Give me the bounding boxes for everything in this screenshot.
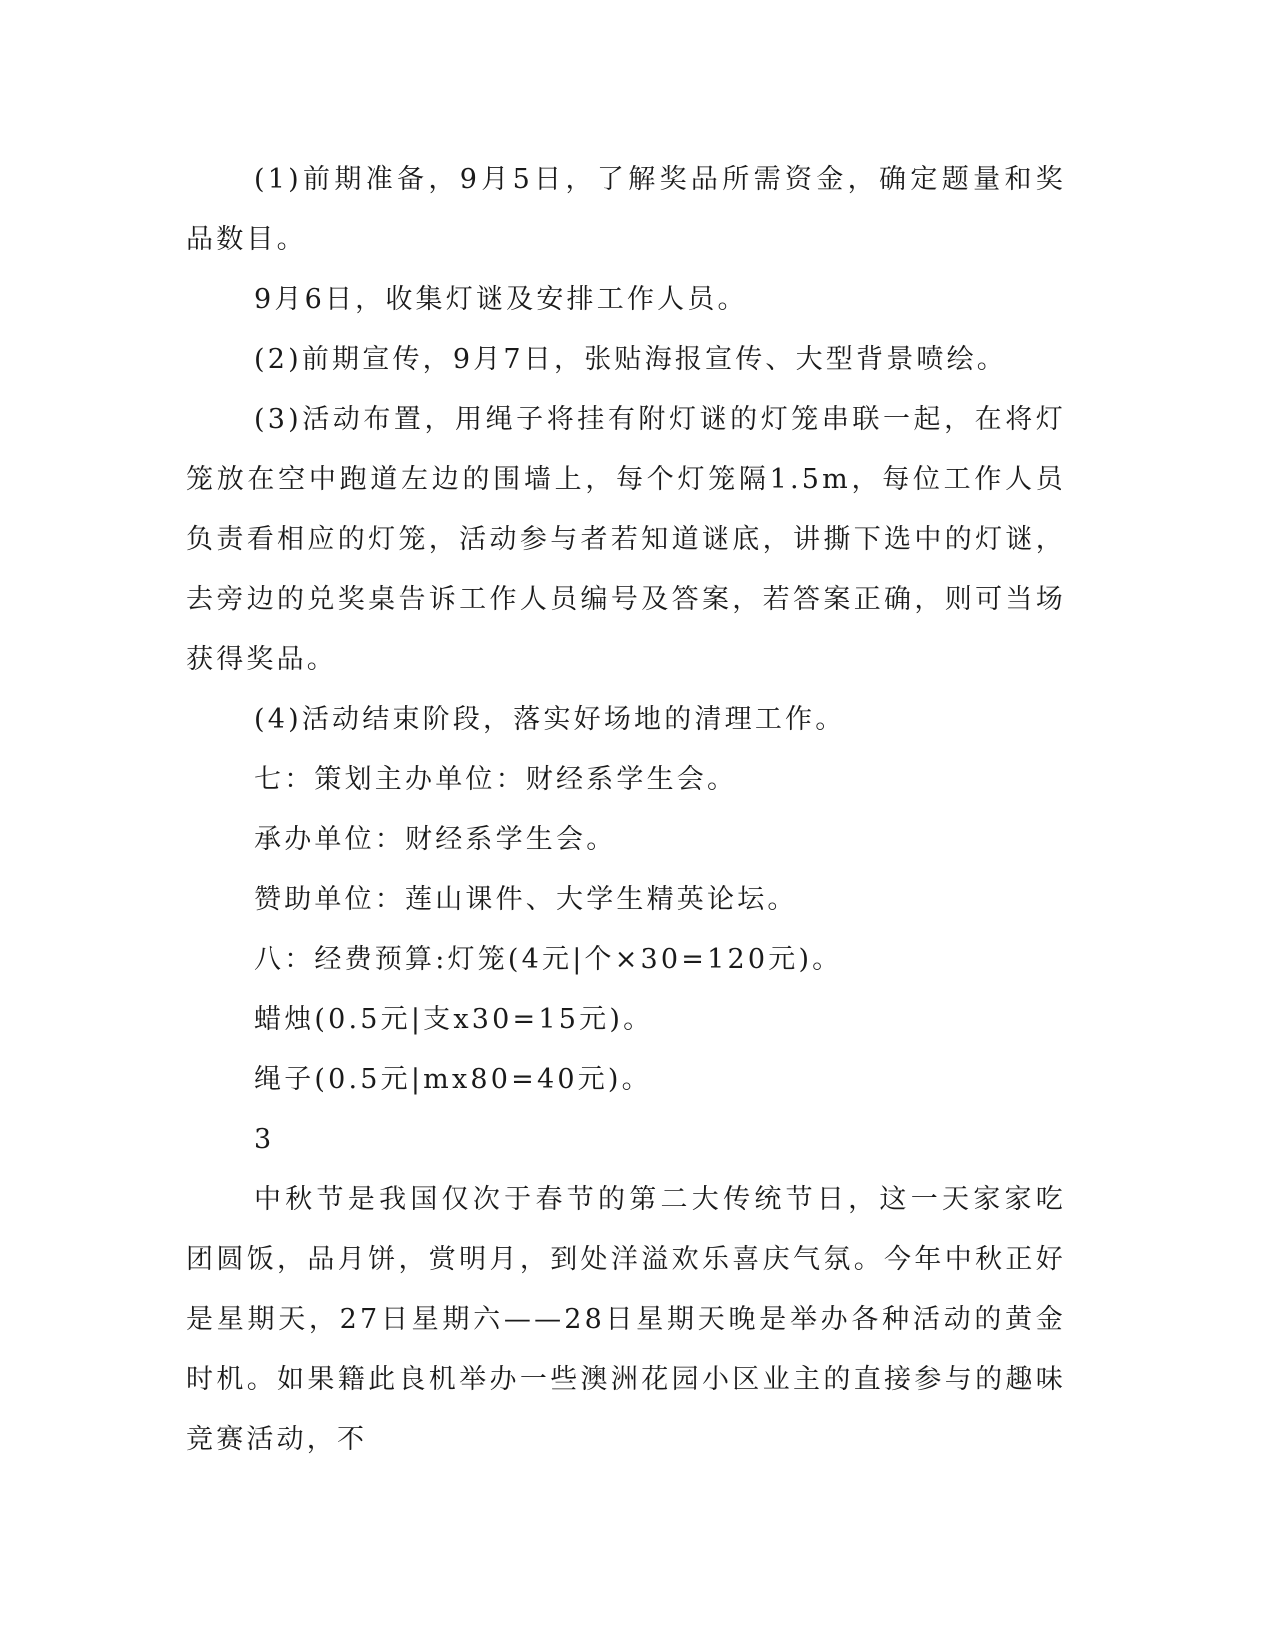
paragraph-budget-lanterns: 八：经费预算:灯笼(4元|个×30=120元)。 [254, 944, 843, 975]
paragraph-budget-candles: 蜡烛(0.5元|支x30=15元)。 [254, 1004, 654, 1035]
document-page [186, 150, 1066, 1470]
paragraph-mid-autumn: 中秋节是我国仅次于春节的第二大传统节日，这一天家家吃团圆饭，品月饼，赏明月，到处洋溢欢乐喜庆气氛。今年中秋正好是星期天，27日星期六——28日星期天晚是举办各种活动的黄金时机。如果籍此良机举办一些澳洲花园小区业主的直接参与的趣味竞赛活动，不 [186, 1184, 1066, 1455]
paragraph-budget-rope: 绳子(0.5元|mx80=40元)。 [254, 1064, 652, 1095]
paragraph-cleanup: (4)活动结束阶段，落实好场地的清理工作。 [254, 704, 846, 735]
paragraph-layout: (3)活动布置，用绳子将挂有附灯谜的灯笼串联一起，在将灯笼放在空中跑道左边的围墙上，每个灯笼隔1.5m，每位工作人员负责看相应的灯笼，活动参与者若知道谜底，讲撕下选中的灯谜，去旁边的兑奖桌告诉工作人员编号及答案，若答案正确，则可当场获得奖品。 [186, 404, 1066, 675]
paragraph-host: 承办单位：财经系学生会。 [254, 824, 617, 855]
paragraph-organizer: 七：策划主办单位：财经系学生会。 [254, 764, 738, 795]
paragraph-collect-riddles: 9月6日，收集灯谜及安排工作人员。 [254, 284, 748, 315]
paragraph-publicity: (2)前期宣传，9月7日，张贴海报宣传、大型背景喷绘。 [254, 344, 1008, 375]
paragraph-sponsor: 赞助单位：莲山课件、大学生精英论坛。 [254, 884, 798, 915]
paragraph-preparation: (1)前期准备，9月5日，了解奖品所需资金，确定题量和奖品数目。 [186, 164, 1066, 255]
section-number: 3 [254, 1124, 275, 1155]
